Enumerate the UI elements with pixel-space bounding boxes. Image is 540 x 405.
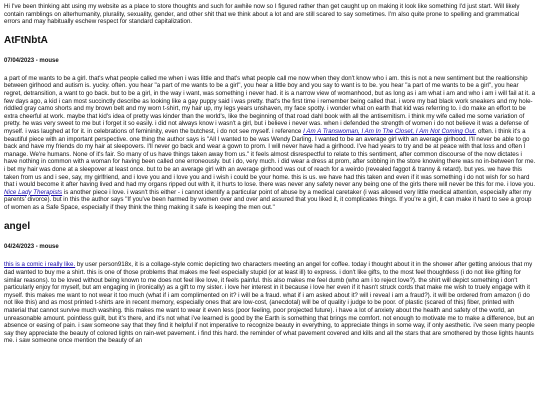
essay-link[interactable]: I Am A Transwoman, I Am In The Closet, I Am Not Coming Out.	[303, 127, 477, 135]
post-meta: 07/04/2023 - mouse	[4, 57, 59, 64]
intro-text: Hi I've been thinking abt using my website as a place to store thoughts and such for awhile now so I figured rather than get caught up on making it look like something I'd just start. Will likely contain ramblings on alterhumanity, plurality, sexuality, gender, and other shit that we think about a lot and are still scared to say sometimes. I'm also quite prone to spelling and grammatical errors and may habitually eschew respect for standard capitalization.	[4, 3, 520, 26]
post-date: 07/04/2023	[4, 57, 35, 64]
comic-link[interactable]: this is a comic i really like.	[4, 261, 76, 269]
post-body	[4, 261, 536, 345]
post-author: mouse	[39, 57, 59, 64]
post-body-part: is another piece i love. i wasn't this either - i cannot identify a particular point of abuse by a medical caretaker (i was allowed very little medical attention, especially after my parents' divorce). but in this the author says "If you've been harmed by women over and over and assured that you liked it, it complicates things. If you're a girl, it can make it hard to see a group of women as a Safe Space, especially if they think the thing making it safe is keeping the men out."	[4, 188, 532, 211]
post-title: AtFtNbtA	[4, 34, 48, 46]
post-body-part: often. i think it's a beautiful piece with an important perspective. one thing the author says is "All I wanted to be was Wendy Darling. I wanted to be an average girl with an average girlhood. I'll never be able to go back and have my friends do my hair at sleepovers. I'll never go back and wear a gown to prom. I will never have had a girlhood. I've had years to try and be at peace with that loss and often I manage. We're humans. None of it's fair. So many of us have things taken away from us." it feels almost disrespectful to relate to this sentiment, after common discourse of the now dictates i have nothing in common with a woman for having been called one erroneously. but i do, very much. i did wear a dress at prom, after sobbing in the store knowing there was no in-between for me. i bet my hair was done at a sleepover at least once. but to be an average girl with an average girlhood was out of reach for a weirdo (revealed faggot & tranny & retard). but yes. we have this taken from us and i see, say, my girlfriend, and i love you and i love you and i wish i could be your home. this is us. we have had this taken and even if it was something i do not wish for so hard that i would become it after having lived and had my organs ripped out with it, it hurts to lose. there was never any safety never any being one of the girls there will never be this for me. i love you.	[4, 127, 536, 189]
post-meta: 04/24/2023 - mouse	[4, 244, 59, 251]
post-date: 04/24/2023	[4, 244, 35, 251]
post-title: angel	[4, 221, 31, 233]
post-body	[4, 75, 536, 212]
post-body-part: by user person918x, it is a collage-style comic depicting two characters meeting an angel for coffee. today i thought about it in the shower after getting anxious that my dad wanted to buy me a shirt. this is one of those problems that makes me feel especially stupid (or at least ill) to express. i don't like gifts, to the most feel thoughtless (i do not like gifting for similar reasons). to be loved without being known to me does not feel like love, it feels painful. this also makes me feel dumb (who am i to reject love?). the shirt will depict something i don't particularly enjoy for myself, but am engaging in (ironically) as a gift to my sister. i love her interest in it because i love her even if it hasn't struck cords that make me wish to truely engage with it myself. this makes me want to not wear it too much (what if i am complimented on it? i will be a fraud. what if i am asked about it? will i reveal i am a fraud?). it will be ordered from amazon (i do not like this) and as most printed t-shirts are in recent memory, especially ones that are low-cost, (anecdotal) will be of quality i judge to be poor. of plastic (scared of this) fiber, printed with material that cannot survive much washing. this makes me want to wear it even less (poor feeling, poor projected future). i have a lot of anxiety about the health and safety of the world, an unreasonable amount. pointless guilt, but it's there, and it's not what i've learned is good by the Earth is something that brings me comfort. not enough to motivate me to make a difference, but an absence or easing of pain. i saw someone say that they find it helpful if not imperative to recognize beauty in everything, to appreciate things in some way, if only aesthetic. i've seen many people say they appreciate the beauty of colored lights on rain-wet pavement. i find this hard. the reminder of what pavement covered and kills and all the stars that are smothered by those lights haunts me. i saw someone once mention the beauty of an	[4, 261, 535, 345]
post-body-part: a part of me wants to be a girl. that's what people called me when i was little and that's what people call me now when they don't know who i am. this is not a new sentiment but the realtionship between girlhood and autism is. yucky. often. you hear "a part of me wants to be a girl", you hear a little boy and you say to want is to be. you hear "a part of me wants to be a girl", you hear regret, detransition, a want to go back. but to be a girl, in the way i want, was something i never had. it is a narrow view of womanhood, but as long as i am what i am and who i am i will fail at it. a few days ago, a kid i can most succinctly describe as looking like a gay puppy said i was pretty. that's the first time i remember being called that. i wore my bad black work sneakers and my hole-riddled gray camo shorts and my brown belt and my worn t-shirt, my hair up, my legs years unshaven, my face spotty. i wonder what on earth that kid was referring to. i do make an effort to be extra cheerful at work. maybe that kid's idea of pretty was kinder than the world's, like the beginning of that road dahl book with all the antisemitism. i think my wife called me some variation of pretty. he was very sweet to me but i forget it so easily. i did not always know i wasn't a girl, but i believe i never was. when i defended the strength of women i do not believe it was a defense of myself. i was laughed at for it. in celebrations of femininity, even the butchest, i do not see myself. i reference	[4, 74, 536, 135]
post-author: mouse	[39, 244, 59, 251]
essay-link-therapists[interactable]: Nice Lady Therapists	[4, 188, 63, 196]
